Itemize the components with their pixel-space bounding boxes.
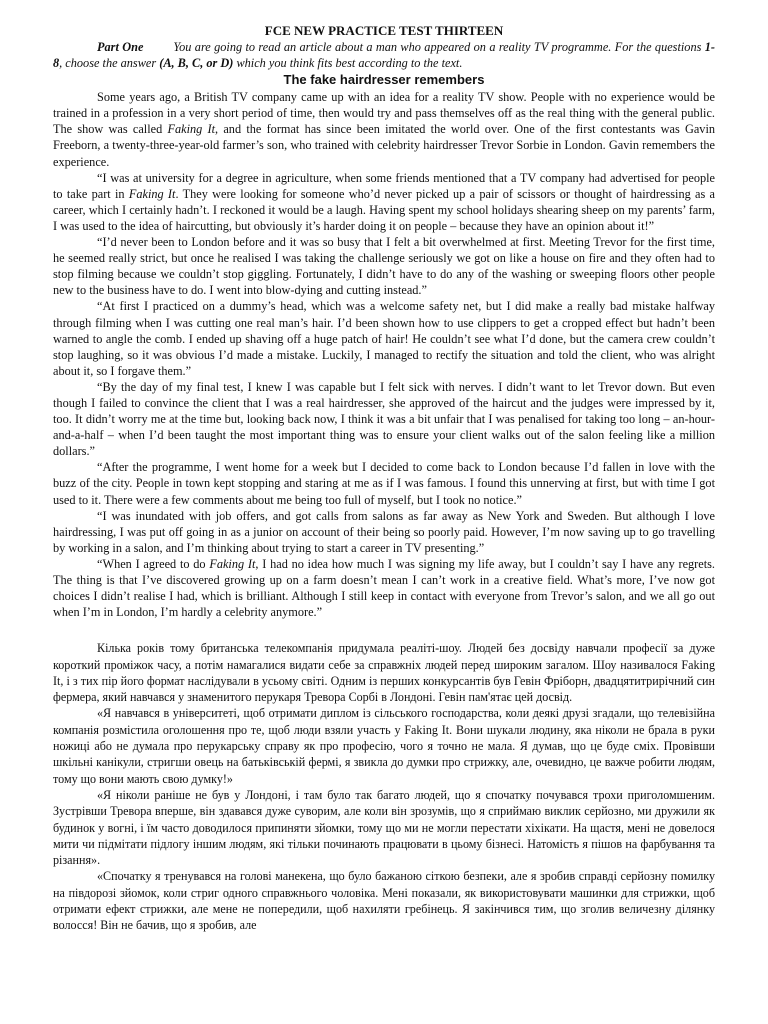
instruction-range: 1-8: [53, 40, 715, 71]
test-title: FCE NEW PRACTICE TEST THIRTEEN: [264, 23, 504, 38]
translation-body: [53, 640, 715, 933]
article-body: [53, 89, 715, 620]
article-title: The fake hairdresser remembers: [283, 72, 485, 88]
translation-paragraph: «Спочатку я тренувався на голові манекена, що було бажаною сіткою безпеки, але я зробив справді серйозну помилку на півдорозі зйомок, коли стриг одного справжнього чоловіка. Мені показали, як використовувати машинки для стрижки, щоб отримати ефект стрижки, але мене не попередили, щоб нахиляти гребінець. Я закінчився тим, що зголив величезну ділянку волосся! Він не бачив, що я зробив, але: [53, 869, 715, 933]
article-paragraph: “At first I practiced on a dummy’s head, which was a welcome safety net, but I did make a really bad mistake halfway through filming when I was cutting one real man’s hair. I’d been shown how to use clippers to get a cropped effect but hadn’t been warned to angle the comb. I ended up shaving off a huge patch of hair! He couldn’t see what I’d done, but the camera crew couldn’t stop laughing, so it was obvious I’d made a mistake. Luckily, I managed to rectify the situation and told the client, who was alright about it, so I forgave them.”: [53, 299, 715, 378]
part-label: Part One: [97, 40, 144, 54]
article-paragraph: “After the programme, I went home for a week but I decided to come back to London because I’d fallen in love with the buzz of the city. People in town kept stopping and staring at me as if I was famous. I found this unnerving at first, but with time I got used to it. There were a few comments about me being too full of myself, but I took no notice.”: [53, 460, 715, 507]
article-paragraph: “When I agreed to do Faking It, I had no idea how much I was signing my life away, but I couldn’t say I have any regrets. The thing is that I’ve discovered growing up on a farm doesn’t mean I can’t work in a creative field. What’s more, I’ve now got choices I didn’t realise I had, which is brilliant. Although I still keep in contact with everyone from Trevor’s salon, and we all go out when I’m in London, I’m hardly a celebrity anymore.”: [53, 556, 715, 620]
translation-paragraph: «Я навчався в університеті, щоб отримати диплом із сільського господарства, коли деякі друзі згадали, що телевізійна компанія розмістила оголошення про те, щоб люди взяли участь у Faking It. Вони шукали людину, яка ніколи не брала в руки ножиці або не думала про перукарську справу як про професію, чого я точно не мала. Я думав, що це буде сміх. Провівши шкільні канікули, стригши овець на батьківській фермі, я звикла до думки про стрижку, але, очевидно, це важче робити людям, тому що вони мають свою думку!»: [53, 706, 715, 786]
instruction-text-1: You are going to read an article about a man who appeared on a reality TV programme. For the questions: [173, 40, 705, 54]
instruction-text-2: , choose the answer: [59, 56, 160, 71]
instruction-options: (A, B, C, or D): [159, 56, 234, 71]
article-paragraph: Some years ago, a British TV company came up with an idea for a reality TV show. People with no experience would be trained in a profession in a very short period of time, then would try and pass themselves off as the real thing with the general public. The show was called Faking It, and the format has since been imitated the world over. One of the first contestants was Gavin Freeborn, a twenty-three-year-old farmer’s son, who trained with celebrity hairdresser Trevor Sorbie in London. Gavin remembers the experience.: [53, 90, 716, 169]
instruction-text-3: which you think fits best according to the text.: [233, 56, 463, 71]
instructions: [53, 39, 715, 71]
translation-paragraph: «Я ніколи раніше не був у Лондоні, і там було так багато людей, що я спочатку почувався трохи приголомшеним. Зустрівши Тревора вперше, він здавався дуже суворим, але коли він зрозумів, що я сприймаю виклик серйозно, ми дружили як будинок у вогні, і їм часто доводилося припиняти зйомки, тому що ми не могли перестати хіхікати. На щастя, мені не довелося мити чи підмітати підлогу іншим людям, які тільки починають працювати в цьому бізнесі. Натомість я пішов на фарбування та різання».: [53, 787, 715, 868]
section-gap: [53, 620, 715, 640]
article-paragraph: “I’d never been to London before and it was so busy that I felt a bit overwhelmed at first. Meeting Trevor for the first time, he seemed really strict, but once he realised I was taking the challenge seriously we got on like a house on fire and they often had to stop filming because we couldn’t stop giggling. Fortunately, I didn’t have to do any of the washing or sweeping floors other people new to the business have to do. I went into blow-dying and cutting instead.”: [53, 235, 715, 298]
article-paragraph: “I was at university for a degree in agriculture, when some friends mentioned that a TV company had advertised for people to take part in Faking It. They were looking for someone who’d never picked up a pair of scissors or thought of hairdressing as a career, which I certainly hadn’t. I reckoned it would be a laugh. Having spent my school holidays shearing sheep on my parents’ farm, I was used to the idea of haircutting, but obviously it’s harder doing it on people – because they have an opinion about it!”: [53, 170, 716, 233]
article-paragraph: “By the day of my final test, I knew I was capable but I felt sick with nerves. I didn’t want to let Trevor down. But even though I failed to convince the client that I was a real hairdresser, she approved of the haircut and the judges were impressed by it, too. It didn’t worry me at the time but, looking back now, I think it was a bit unfair that I was penalised for taking too long – an-hour-and-a-half – when I’d been taught the most important thing was to ensure your client walks out of the salon feeling like a million dollars.”: [53, 379, 715, 459]
article-paragraph: “I was inundated with job offers, and got calls from salons as far away as New York and Sweden. But although I love hairdressing, I was put off going in as a junior on account of their being so poorly paid. However, I’m now saving up to go travelling by working in a salon, and I’m thinking about trying to start a career in TV presenting.”: [53, 508, 715, 555]
translation-paragraph: Кілька років тому британська телекомпанія придумала реаліті-шоу. Людей без досвіду навчали професії за дуже короткий проміжок часу, а потім намагалися видати себе за справжніх людей перед широким загалом. Шоу називалося Faking It, і з тих пір його формат наслідували в усьому світі. Одним із перших конкурсантів був Гевін Фріборн, двадцятитрирічний син фермера, який навчався у знаменитого перукаря Тревора Сорбі в Лондоні. Гевін пам'ятає цей досвід.: [53, 641, 715, 705]
